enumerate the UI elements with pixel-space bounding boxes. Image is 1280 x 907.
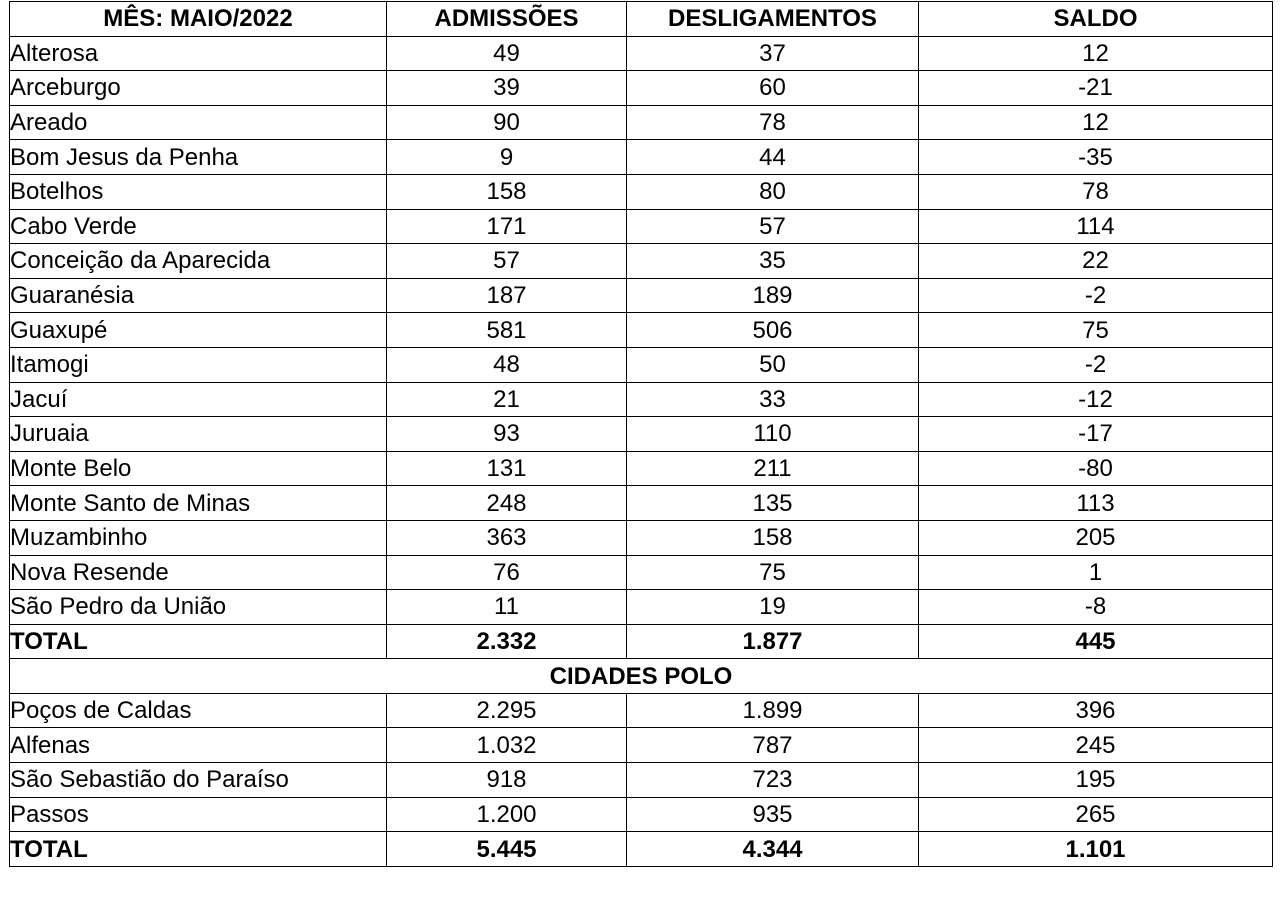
section-title: CIDADES POLO <box>10 659 1273 694</box>
table-row <box>10 486 1273 521</box>
balance-cell: 114 <box>919 209 1273 244</box>
balance-cell: 22 <box>919 244 1273 279</box>
city-name: Botelhos <box>10 174 387 209</box>
balance-cell: 12 <box>919 105 1273 140</box>
balance-cell: 75 <box>919 313 1273 348</box>
dismissals-cell: 60 <box>627 71 919 106</box>
dismissals-cell: 78 <box>627 105 919 140</box>
table-row <box>10 590 1273 625</box>
dismissals-cell: 19 <box>627 590 919 625</box>
dismissals-cell: 135 <box>627 486 919 521</box>
dismissals-cell: 211 <box>627 451 919 486</box>
table-row <box>10 244 1273 279</box>
dismissals-cell: 189 <box>627 278 919 313</box>
city-name: Juruaia <box>10 417 387 452</box>
table-row <box>10 313 1273 348</box>
table-row <box>10 174 1273 209</box>
balance-cell: -17 <box>919 417 1273 452</box>
city-name: Itamogi <box>10 347 387 382</box>
city-name: Arceburgo <box>10 71 387 106</box>
balance-cell: -12 <box>919 382 1273 417</box>
employment-table <box>9 1 1273 867</box>
total-balance: 445 <box>919 624 1273 659</box>
admissions-cell: 171 <box>387 209 627 244</box>
admissions-cell: 131 <box>387 451 627 486</box>
total-row <box>10 832 1273 867</box>
dismissals-cell: 57 <box>627 209 919 244</box>
admissions-cell: 248 <box>387 486 627 521</box>
dismissals-cell: 1.899 <box>627 693 919 728</box>
admissions-cell: 581 <box>387 313 627 348</box>
city-name: Bom Jesus da Penha <box>10 140 387 175</box>
balance-cell: 78 <box>919 174 1273 209</box>
admissions-cell: 158 <box>387 174 627 209</box>
dismissals-cell: 33 <box>627 382 919 417</box>
balance-cell: -21 <box>919 71 1273 106</box>
total-dismissals: 4.344 <box>627 832 919 867</box>
admissions-cell: 1.200 <box>387 797 627 832</box>
dismissals-cell: 50 <box>627 347 919 382</box>
table-row <box>10 728 1273 763</box>
table-row <box>10 36 1273 71</box>
dismissals-cell: 44 <box>627 140 919 175</box>
total-label: TOTAL <box>10 832 387 867</box>
balance-cell: 1 <box>919 555 1273 590</box>
city-name: Nova Resende <box>10 555 387 590</box>
total-row <box>10 624 1273 659</box>
total-label: TOTAL <box>10 624 387 659</box>
section-row <box>10 659 1273 694</box>
city-name: Poços de Caldas <box>10 693 387 728</box>
dismissals-cell: 110 <box>627 417 919 452</box>
admissions-cell: 90 <box>387 105 627 140</box>
city-name: Alfenas <box>10 728 387 763</box>
table-row <box>10 382 1273 417</box>
city-name: Areado <box>10 105 387 140</box>
admissions-cell: 93 <box>387 417 627 452</box>
header-balance: SALDO <box>919 2 1273 37</box>
admissions-cell: 918 <box>387 763 627 798</box>
admissions-cell: 39 <box>387 71 627 106</box>
city-name: Passos <box>10 797 387 832</box>
table-row <box>10 797 1273 832</box>
dismissals-cell: 75 <box>627 555 919 590</box>
dismissals-cell: 935 <box>627 797 919 832</box>
table-row <box>10 105 1273 140</box>
balance-cell: 245 <box>919 728 1273 763</box>
balance-cell: 265 <box>919 797 1273 832</box>
city-name: Monte Santo de Minas <box>10 486 387 521</box>
table-row <box>10 451 1273 486</box>
balance-cell: 12 <box>919 36 1273 71</box>
admissions-cell: 21 <box>387 382 627 417</box>
city-name: Jacuí <box>10 382 387 417</box>
table-row <box>10 555 1273 590</box>
table-row <box>10 520 1273 555</box>
dismissals-cell: 37 <box>627 36 919 71</box>
admissions-cell: 11 <box>387 590 627 625</box>
table-row <box>10 278 1273 313</box>
total-dismissals: 1.877 <box>627 624 919 659</box>
dismissals-cell: 35 <box>627 244 919 279</box>
table-row <box>10 140 1273 175</box>
dismissals-cell: 80 <box>627 174 919 209</box>
admissions-cell: 49 <box>387 36 627 71</box>
balance-cell: 205 <box>919 520 1273 555</box>
balance-cell: 113 <box>919 486 1273 521</box>
header-dismissals: DESLIGAMENTOS <box>627 2 919 37</box>
balance-cell: -2 <box>919 347 1273 382</box>
dismissals-cell: 158 <box>627 520 919 555</box>
header-admissions: ADMISSÕES <box>387 2 627 37</box>
header-row <box>10 2 1273 37</box>
dismissals-cell: 787 <box>627 728 919 763</box>
admissions-cell: 2.295 <box>387 693 627 728</box>
city-name: Muzambinho <box>10 520 387 555</box>
balance-cell: 195 <box>919 763 1273 798</box>
table-row <box>10 763 1273 798</box>
balance-cell: 396 <box>919 693 1273 728</box>
total-admissions: 5.445 <box>387 832 627 867</box>
city-name: São Sebastião do Paraíso <box>10 763 387 798</box>
table-row <box>10 347 1273 382</box>
table-row <box>10 693 1273 728</box>
city-name: Guaxupé <box>10 313 387 348</box>
header-month: MÊS: MAIO/2022 <box>10 2 387 37</box>
total-balance: 1.101 <box>919 832 1273 867</box>
balance-cell: -80 <box>919 451 1273 486</box>
admissions-cell: 1.032 <box>387 728 627 763</box>
city-name: Guaranésia <box>10 278 387 313</box>
total-admissions: 2.332 <box>387 624 627 659</box>
table-row <box>10 209 1273 244</box>
table-row <box>10 71 1273 106</box>
balance-cell: -2 <box>919 278 1273 313</box>
dismissals-cell: 723 <box>627 763 919 798</box>
admissions-cell: 76 <box>387 555 627 590</box>
city-name: Conceição da Aparecida <box>10 244 387 279</box>
admissions-cell: 57 <box>387 244 627 279</box>
table-row <box>10 417 1273 452</box>
admissions-cell: 363 <box>387 520 627 555</box>
city-name: Cabo Verde <box>10 209 387 244</box>
dismissals-cell: 506 <box>627 313 919 348</box>
city-name: Alterosa <box>10 36 387 71</box>
admissions-cell: 48 <box>387 347 627 382</box>
balance-cell: -8 <box>919 590 1273 625</box>
city-name: Monte Belo <box>10 451 387 486</box>
admissions-cell: 187 <box>387 278 627 313</box>
city-name: São Pedro da União <box>10 590 387 625</box>
balance-cell: -35 <box>919 140 1273 175</box>
admissions-cell: 9 <box>387 140 627 175</box>
